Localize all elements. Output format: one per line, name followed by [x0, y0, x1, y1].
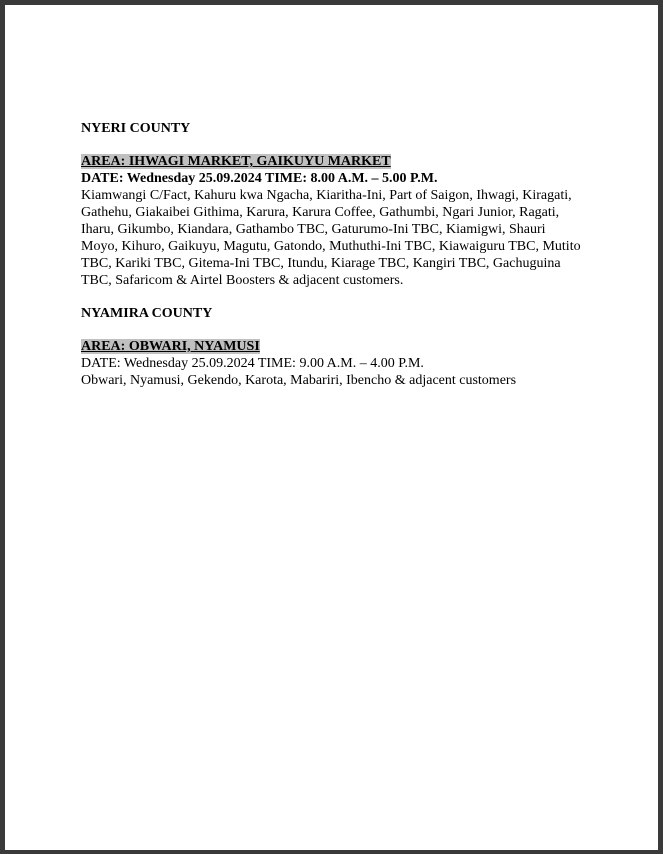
- places-list-nyeri: Kiamwangi C/Fact, Kahuru kwa Ngacha, Kiaritha-Ini, Part of Saigon, Ihwagi, Kiragati, Gathehu, Giakaibei Githima, Karura, Karura Coffee, Gathumbi, Ngari Junior, Ragati, Iharu, Gikumbo, Kiandara, Gathambo TBC, Gaturumo-Ini TBC, Kiamigwi, Shauri Moyo, Kihuro, Gaikuyu, Magutu, Gatondo, Muthuthi-Ini TBC, Kiawaiguru TBC, Mutito TBC, Kariki TBC, Gitema-Ini TBC, Itundu, Kiarage TBC, Kangiri TBC, Gachuguina TBC, Safaricom & Airtel Boosters & adjacent customers.: [81, 188, 581, 288]
- area-line-nyamira: [81, 338, 581, 355]
- date-time-nyamira: DATE: Wednesday 25.09.2024 TIME: 9.00 A.M. – 4.00 P.M.: [81, 356, 424, 371]
- date-time-nyeri: DATE: Wednesday 25.09.2024 TIME: 8.00 A.M. – 5.00 P.M.: [81, 171, 438, 186]
- county-heading-nyamira: NYAMIRA COUNTY: [81, 306, 213, 321]
- places-list-nyamira: Obwari, Nyamusi, Gekendo, Karota, Mabariri, Ibencho & adjacent customers: [81, 373, 517, 388]
- area-line-nyeri: [81, 153, 581, 170]
- page-content: [81, 120, 581, 389]
- county-heading-nyeri: NYERI COUNTY: [81, 121, 191, 136]
- document-page: [5, 5, 658, 850]
- area-heading-nyeri: AREA: IHWAGI MARKET, GAIKUYU MARKET: [81, 154, 391, 169]
- area-heading-nyamira: AREA: OBWARI, NYAMUSI: [81, 339, 260, 354]
